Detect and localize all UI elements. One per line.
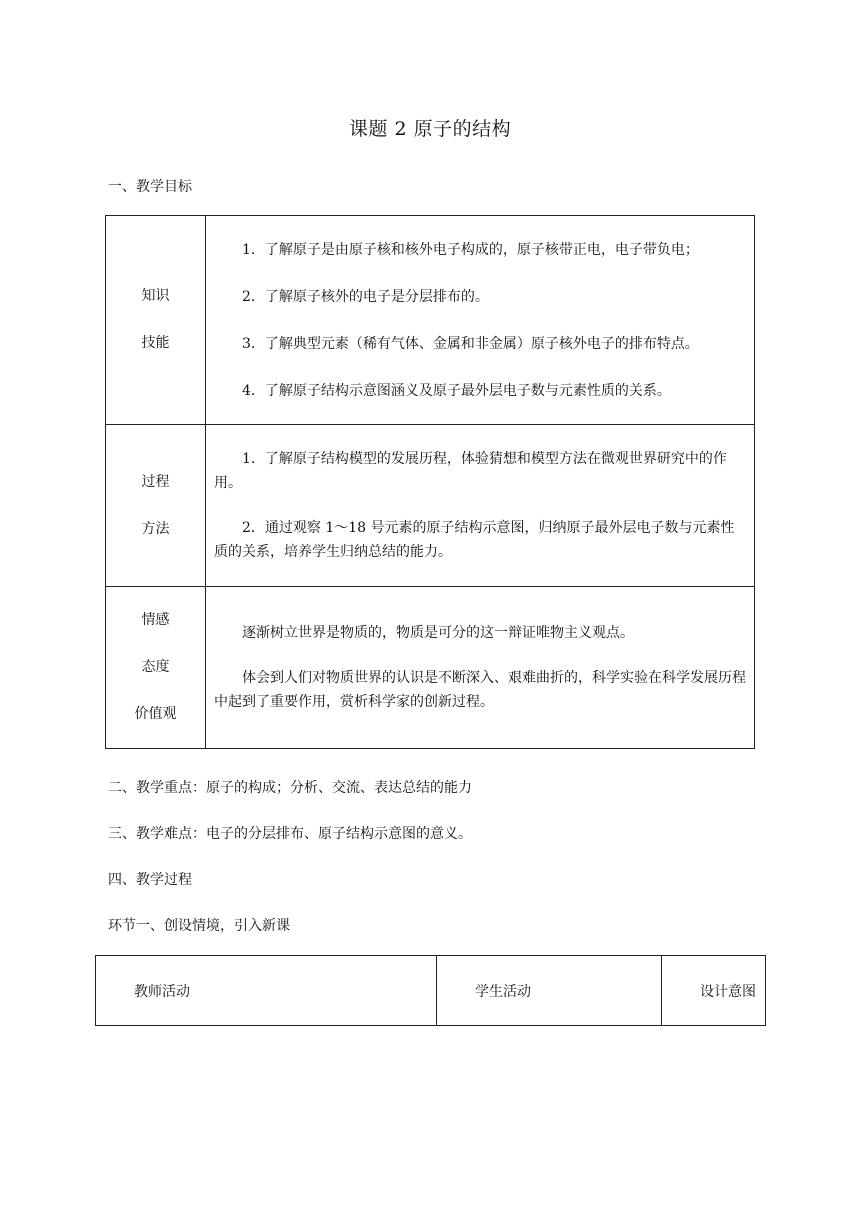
goals-row-emotion: [106, 587, 755, 749]
goal-item: 体会到人们对物质世界的认识是不断深入、艰难曲折的，科学实验在科学发展历程中起到了重要作用，赏析科学家的创新过程。: [214, 670, 746, 710]
goal-item: 1．了解原子结构模型的发展历程，体验猜想和模型方法在微观世界研究中的作用。: [214, 451, 727, 491]
activity-header-row: [96, 956, 766, 1026]
goal-item: 2．了解原子核外的电子是分层排布的。: [242, 288, 489, 305]
emotion-items: [206, 587, 755, 749]
goal-item: 4．了解原子结构示意图涵义及原子最外层电子数与元素性质的关系。: [242, 382, 671, 399]
goal-item: 2．通过观察 1～18 号元素的原子结构示意图，归纳原子最外层电子数与元素性质的关系，培养学生归纳总结的能力。: [214, 520, 735, 560]
goals-row-knowledge: [106, 216, 755, 425]
header-design-intent: 设计意图: [662, 956, 766, 1026]
page-title: 课题 2 原子的结构: [348, 118, 512, 140]
goal-item: 逐渐树立世界是物质的，物质是可分的这一辩证唯物主义观点。: [242, 625, 634, 641]
section-key-points: 二、教学重点：原子的构成；分析、交流、表达总结的能力: [108, 780, 472, 796]
activity-table: [95, 955, 766, 1026]
knowledge-items: [206, 216, 755, 425]
teaching-goals-table: [105, 215, 755, 749]
goal-item: 3．了解典型元素（稀有气体、金属和非金属）原子核外电子的排布特点。: [242, 335, 699, 352]
header-student-activity: 学生活动: [437, 956, 662, 1026]
stage-one-heading: 环节一、创设情境，引入新课: [108, 918, 290, 934]
goal-item: 1．了解原子是由原子核和核外电子构成的，原子核带正电，电子带负电；: [242, 241, 699, 258]
section-teaching-goals: 一、教学目标: [108, 179, 192, 195]
section-teaching-process: 四、教学过程: [108, 872, 192, 888]
process-items: [206, 425, 755, 587]
goals-row-process: [106, 425, 755, 587]
category-process-method: 过程 方法: [106, 425, 206, 587]
category-emotion-attitude-values: 情感 态度 价值观: [106, 587, 206, 749]
section-difficulties: 三、教学难点：电子的分层排布、原子结构示意图的意义。: [108, 826, 472, 842]
category-knowledge-skills: 知识 技能: [106, 216, 206, 425]
header-teacher-activity: 教师活动: [96, 956, 437, 1026]
